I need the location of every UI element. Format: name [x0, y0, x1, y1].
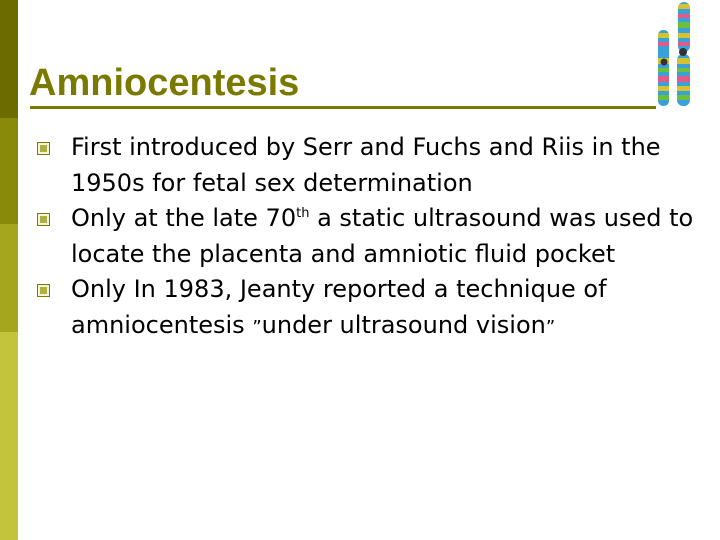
square-bullet-icon [37, 213, 50, 226]
square-bullet-icon [37, 284, 50, 297]
quoted-text: under ultrasound vision [261, 310, 546, 339]
bullet-text: Only at the late 70 [71, 204, 297, 232]
accent-bar-segment [0, 332, 18, 540]
close-quote: ” [545, 316, 556, 338]
list-item [40, 201, 710, 272]
list-item [40, 272, 710, 345]
accent-bar-segment [0, 118, 18, 224]
open-quote: ” [252, 316, 262, 338]
left-accent-bar [0, 0, 18, 540]
list-item [40, 130, 710, 201]
square-bullet-icon [37, 142, 50, 155]
bullet-text: a static ultrasound was used to locate the placenta and amniotic fluid pocket [71, 204, 694, 268]
accent-bar-segment [0, 224, 18, 332]
chromosome-icon [655, 0, 701, 110]
accent-bar-segment [0, 0, 18, 118]
title-underline [30, 106, 656, 109]
bullet-text: Only In 1983, Jeanty reported a technique of amniocentesis [71, 275, 607, 339]
slide-title: Amniocentesis [29, 62, 300, 104]
bullet-text: First introduced by Serr and Fuchs and Riis in the 1950s for fetal sex determination [71, 133, 661, 197]
ordinal-suffix: th [296, 206, 310, 221]
bullet-list [40, 130, 710, 345]
